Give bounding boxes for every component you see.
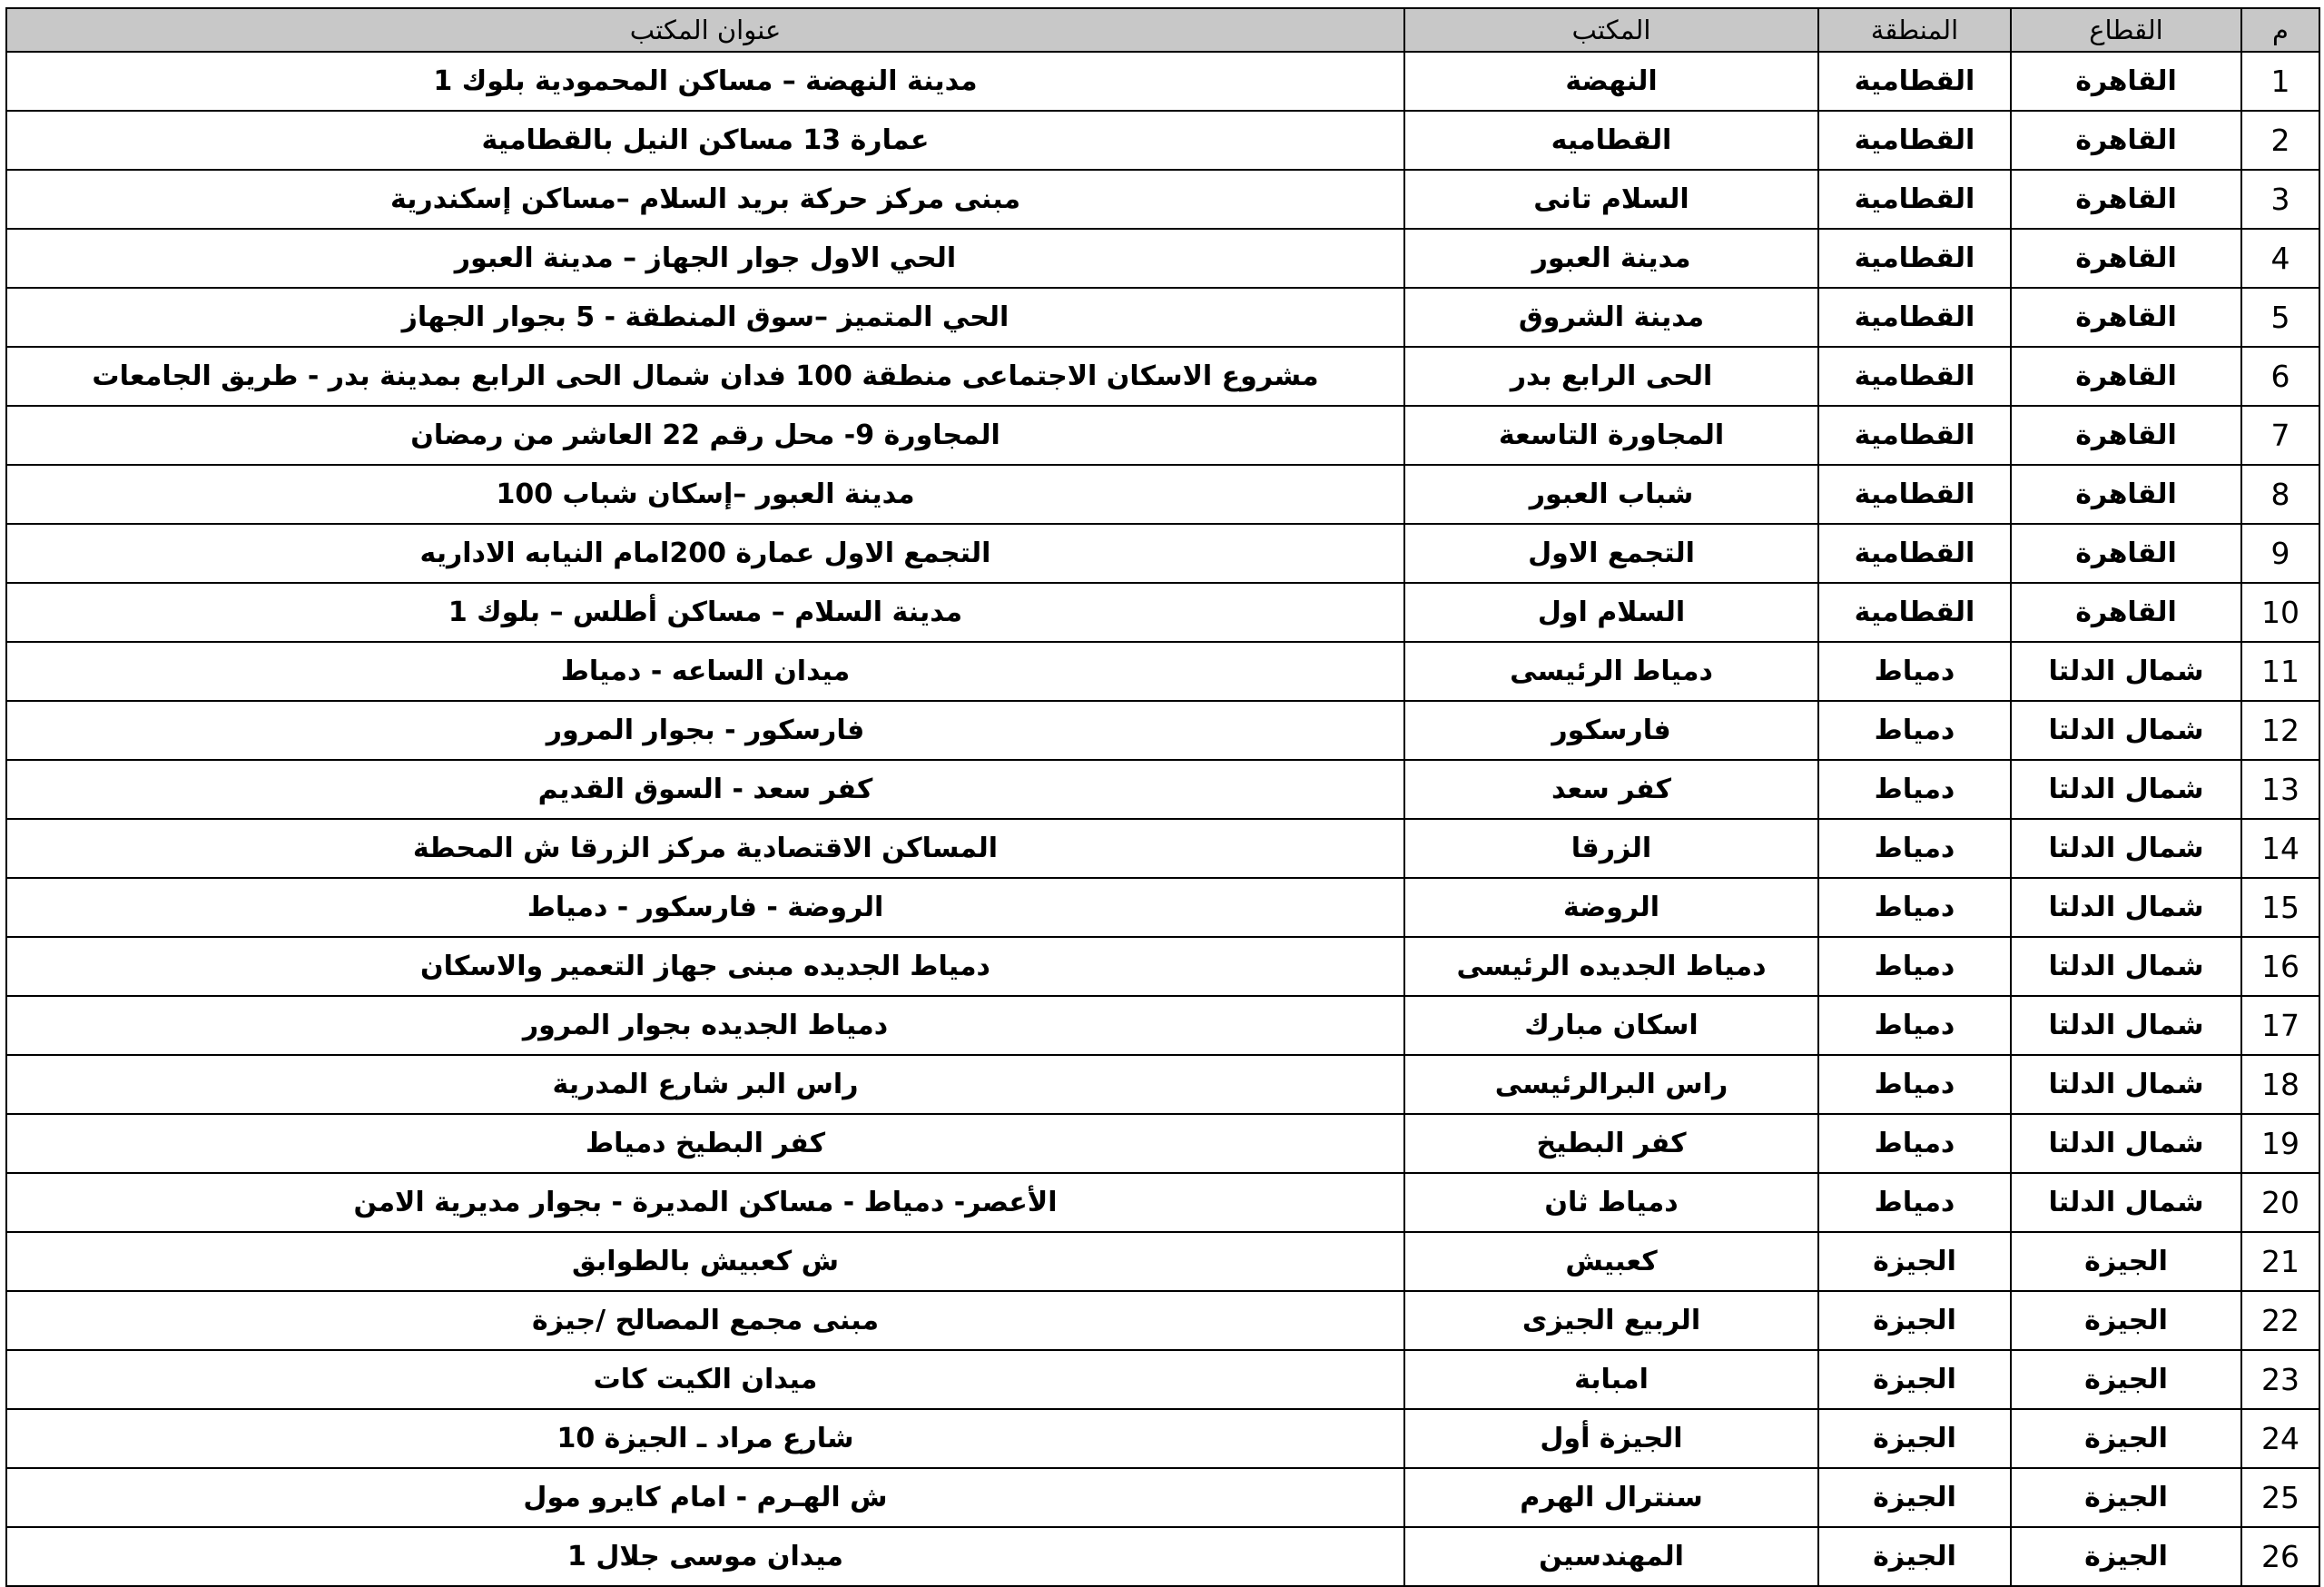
cell-num: 10: [2241, 583, 2319, 642]
table-row: [6, 347, 2319, 406]
table-row: [6, 1409, 2319, 1468]
cell-num: 21: [2241, 1232, 2319, 1291]
cell-address: عمارة 13 مساكن النيل بالقطامية: [6, 111, 1404, 170]
table-row: [6, 1173, 2319, 1232]
cell-num: 18: [2241, 1055, 2319, 1114]
cell-office: سنترال الهرم: [1404, 1468, 1818, 1527]
cell-office: مدينة العبور: [1404, 229, 1818, 288]
cell-sector: شمال الدلتا: [2011, 1055, 2241, 1114]
cell-num: 3: [2241, 170, 2319, 229]
table-row: [6, 1291, 2319, 1350]
table-row: [6, 170, 2319, 229]
table-row: [6, 1350, 2319, 1409]
cell-region: القطامية: [1818, 465, 2011, 524]
cell-sector: شمال الدلتا: [2011, 642, 2241, 701]
cell-sector: الجيزة: [2011, 1527, 2241, 1586]
cell-region: القطامية: [1818, 288, 2011, 347]
cell-sector: الجيزة: [2011, 1291, 2241, 1350]
cell-region: دمياط: [1818, 878, 2011, 937]
cell-region: القطامية: [1818, 347, 2011, 406]
cell-address: ش الهـرم - امام كايرو مول: [6, 1468, 1404, 1527]
table-row: [6, 937, 2319, 996]
cell-address: مشروع الاسكان الاجتماعى منطقة 100 فدان شمال الحى الرابع بمدينة بدر - طريق الجامعات: [6, 347, 1404, 406]
cell-num: 8: [2241, 465, 2319, 524]
cell-num: 12: [2241, 701, 2319, 760]
cell-office: المجاورة التاسعة: [1404, 406, 1818, 465]
cell-office: كفر سعد: [1404, 760, 1818, 819]
cell-sector: القاهرة: [2011, 347, 2241, 406]
table-row: [6, 819, 2319, 878]
cell-sector: شمال الدلتا: [2011, 996, 2241, 1055]
cell-region: دمياط: [1818, 642, 2011, 701]
cell-region: القطامية: [1818, 524, 2011, 583]
cell-address: المساكن الاقتصادية مركز الزرقا ش المحطة: [6, 819, 1404, 878]
cell-region: القطامية: [1818, 52, 2011, 111]
cell-region: القطامية: [1818, 406, 2011, 465]
cell-office: السلام تانى: [1404, 170, 1818, 229]
cell-address: دمياط الجديده مبنى جهاز التعمير والاسكان: [6, 937, 1404, 996]
cell-sector: شمال الدلتا: [2011, 819, 2241, 878]
cell-address: التجمع الاول عمارة 200امام النيابه الاداريه: [6, 524, 1404, 583]
cell-num: 7: [2241, 406, 2319, 465]
cell-region: الجيزة: [1818, 1232, 2011, 1291]
cell-address: شارع مراد ـ الجيزة 10: [6, 1409, 1404, 1468]
cell-num: 19: [2241, 1114, 2319, 1173]
table-row: [6, 52, 2319, 111]
cell-num: 23: [2241, 1350, 2319, 1409]
cell-region: القطامية: [1818, 111, 2011, 170]
cell-office: الربيع الجيزى: [1404, 1291, 1818, 1350]
cell-office: مدينة الشروق: [1404, 288, 1818, 347]
cell-num: 5: [2241, 288, 2319, 347]
cell-region: الجيزة: [1818, 1291, 2011, 1350]
cell-office: كعبيش: [1404, 1232, 1818, 1291]
header-sector: القطاع: [2011, 8, 2241, 52]
cell-address: الأعصر- دمياط - مساكن المديرة - بجوار مديرية الامن: [6, 1173, 1404, 1232]
cell-region: دمياط: [1818, 937, 2011, 996]
cell-address: الحي المتميز –سوق المنطقة - 5 بجوار الجهاز: [6, 288, 1404, 347]
cell-address: فارسكور - بجوار المرور: [6, 701, 1404, 760]
table-row: [6, 1527, 2319, 1586]
cell-num: 14: [2241, 819, 2319, 878]
table-row: [6, 642, 2319, 701]
table-header-row: [6, 8, 2319, 52]
cell-num: 4: [2241, 229, 2319, 288]
cell-region: دمياط: [1818, 1114, 2011, 1173]
cell-region: الجيزة: [1818, 1350, 2011, 1409]
cell-address: مبنى مركز حركة بريد السلام –مساكن إسكندرية: [6, 170, 1404, 229]
cell-address: مبنى مجمع المصالح /جيزة: [6, 1291, 1404, 1350]
cell-region: دمياط: [1818, 819, 2011, 878]
cell-region: دمياط: [1818, 996, 2011, 1055]
cell-office: السلام اول: [1404, 583, 1818, 642]
table-row: [6, 1468, 2319, 1527]
cell-office: امبابة: [1404, 1350, 1818, 1409]
cell-sector: القاهرة: [2011, 583, 2241, 642]
cell-address: كفر البطيخ دمياط: [6, 1114, 1404, 1173]
cell-num: 22: [2241, 1291, 2319, 1350]
table-row: [6, 701, 2319, 760]
cell-num: 2: [2241, 111, 2319, 170]
table-row: [6, 1232, 2319, 1291]
table-body: [6, 52, 2319, 1586]
cell-address: دمياط الجديده بجوار المرور: [6, 996, 1404, 1055]
cell-address: ميدان الكيت كات: [6, 1350, 1404, 1409]
cell-num: 17: [2241, 996, 2319, 1055]
cell-num: 15: [2241, 878, 2319, 937]
cell-num: 26: [2241, 1527, 2319, 1586]
cell-office: دمياط ثان: [1404, 1173, 1818, 1232]
cell-address: كفر سعد - السوق القديم: [6, 760, 1404, 819]
cell-sector: القاهرة: [2011, 111, 2241, 170]
cell-sector: القاهرة: [2011, 52, 2241, 111]
cell-address: ش كعبيش بالطوابق: [6, 1232, 1404, 1291]
cell-sector: شمال الدلتا: [2011, 878, 2241, 937]
cell-address: الروضة - فارسكور - دمياط: [6, 878, 1404, 937]
cell-office: المهندسين: [1404, 1527, 1818, 1586]
cell-office: القطاميه: [1404, 111, 1818, 170]
cell-office: شباب العبور: [1404, 465, 1818, 524]
cell-region: الجيزة: [1818, 1468, 2011, 1527]
cell-office: الحى الرابع بدر: [1404, 347, 1818, 406]
table-row: [6, 996, 2319, 1055]
cell-region: دمياط: [1818, 701, 2011, 760]
table-row: [6, 111, 2319, 170]
header-region: المنطقة: [1818, 8, 2011, 52]
cell-num: 16: [2241, 937, 2319, 996]
cell-address: مدينة النهضة – مساكن المحمودية بلوك 1: [6, 52, 1404, 111]
cell-region: الجيزة: [1818, 1527, 2011, 1586]
cell-address: الحي الاول جوار الجهاز – مدينة العبور: [6, 229, 1404, 288]
header-office: المكتب: [1404, 8, 1818, 52]
table-row: [6, 1055, 2319, 1114]
cell-sector: شمال الدلتا: [2011, 1114, 2241, 1173]
table-row: [6, 288, 2319, 347]
cell-sector: الجيزة: [2011, 1409, 2241, 1468]
cell-office: فارسكور: [1404, 701, 1818, 760]
cell-num: 9: [2241, 524, 2319, 583]
cell-num: 11: [2241, 642, 2319, 701]
cell-office: الجيزة أول: [1404, 1409, 1818, 1468]
cell-office: راس البرالرئيسى: [1404, 1055, 1818, 1114]
cell-sector: القاهرة: [2011, 170, 2241, 229]
cell-address: مدينة العبور –إسكان شباب 100: [6, 465, 1404, 524]
cell-num: 20: [2241, 1173, 2319, 1232]
cell-office: النهضة: [1404, 52, 1818, 111]
cell-sector: الجيزة: [2011, 1350, 2241, 1409]
cell-office: دمياط الجديده الرئيسى: [1404, 937, 1818, 996]
cell-office: الروضة: [1404, 878, 1818, 937]
cell-num: 24: [2241, 1409, 2319, 1468]
table-row: [6, 878, 2319, 937]
cell-region: القطامية: [1818, 229, 2011, 288]
cell-sector: شمال الدلتا: [2011, 1173, 2241, 1232]
cell-region: القطامية: [1818, 583, 2011, 642]
cell-sector: الجيزة: [2011, 1232, 2241, 1291]
cell-sector: القاهرة: [2011, 524, 2241, 583]
cell-address: ميدان موسى جلال 1: [6, 1527, 1404, 1586]
cell-sector: القاهرة: [2011, 229, 2241, 288]
cell-office: التجمع الاول: [1404, 524, 1818, 583]
cell-sector: الجيزة: [2011, 1468, 2241, 1527]
table-row: [6, 760, 2319, 819]
table-row: [6, 524, 2319, 583]
cell-region: الجيزة: [1818, 1409, 2011, 1468]
table-row: [6, 1114, 2319, 1173]
cell-office: الزرقا: [1404, 819, 1818, 878]
cell-office: كفر البطيخ: [1404, 1114, 1818, 1173]
cell-address: ميدان الساعه - دمياط: [6, 642, 1404, 701]
header-num: م: [2241, 8, 2319, 52]
table-row: [6, 583, 2319, 642]
cell-office: اسكان مبارك: [1404, 996, 1818, 1055]
cell-address: مدينة السلام – مساكن أطلس – بلوك 1: [6, 583, 1404, 642]
header-address: عنوان المكتب: [6, 8, 1404, 52]
cell-region: دمياط: [1818, 1173, 2011, 1232]
cell-office: دمياط الرئيسى: [1404, 642, 1818, 701]
table-row: [6, 406, 2319, 465]
offices-table: [5, 7, 2320, 1587]
cell-num: 25: [2241, 1468, 2319, 1527]
cell-region: القطامية: [1818, 170, 2011, 229]
table-row: [6, 229, 2319, 288]
cell-sector: شمال الدلتا: [2011, 760, 2241, 819]
cell-sector: القاهرة: [2011, 288, 2241, 347]
cell-sector: القاهرة: [2011, 406, 2241, 465]
offices-sheet: [5, 7, 2319, 1572]
cell-num: 13: [2241, 760, 2319, 819]
cell-num: 1: [2241, 52, 2319, 111]
cell-sector: شمال الدلتا: [2011, 937, 2241, 996]
cell-sector: شمال الدلتا: [2011, 701, 2241, 760]
table-row: [6, 465, 2319, 524]
cell-region: دمياط: [1818, 1055, 2011, 1114]
cell-address: المجاورة 9- محل رقم 22 العاشر من رمضان: [6, 406, 1404, 465]
cell-address: راس البر شارع المدرية: [6, 1055, 1404, 1114]
cell-sector: القاهرة: [2011, 465, 2241, 524]
cell-region: دمياط: [1818, 760, 2011, 819]
cell-num: 6: [2241, 347, 2319, 406]
